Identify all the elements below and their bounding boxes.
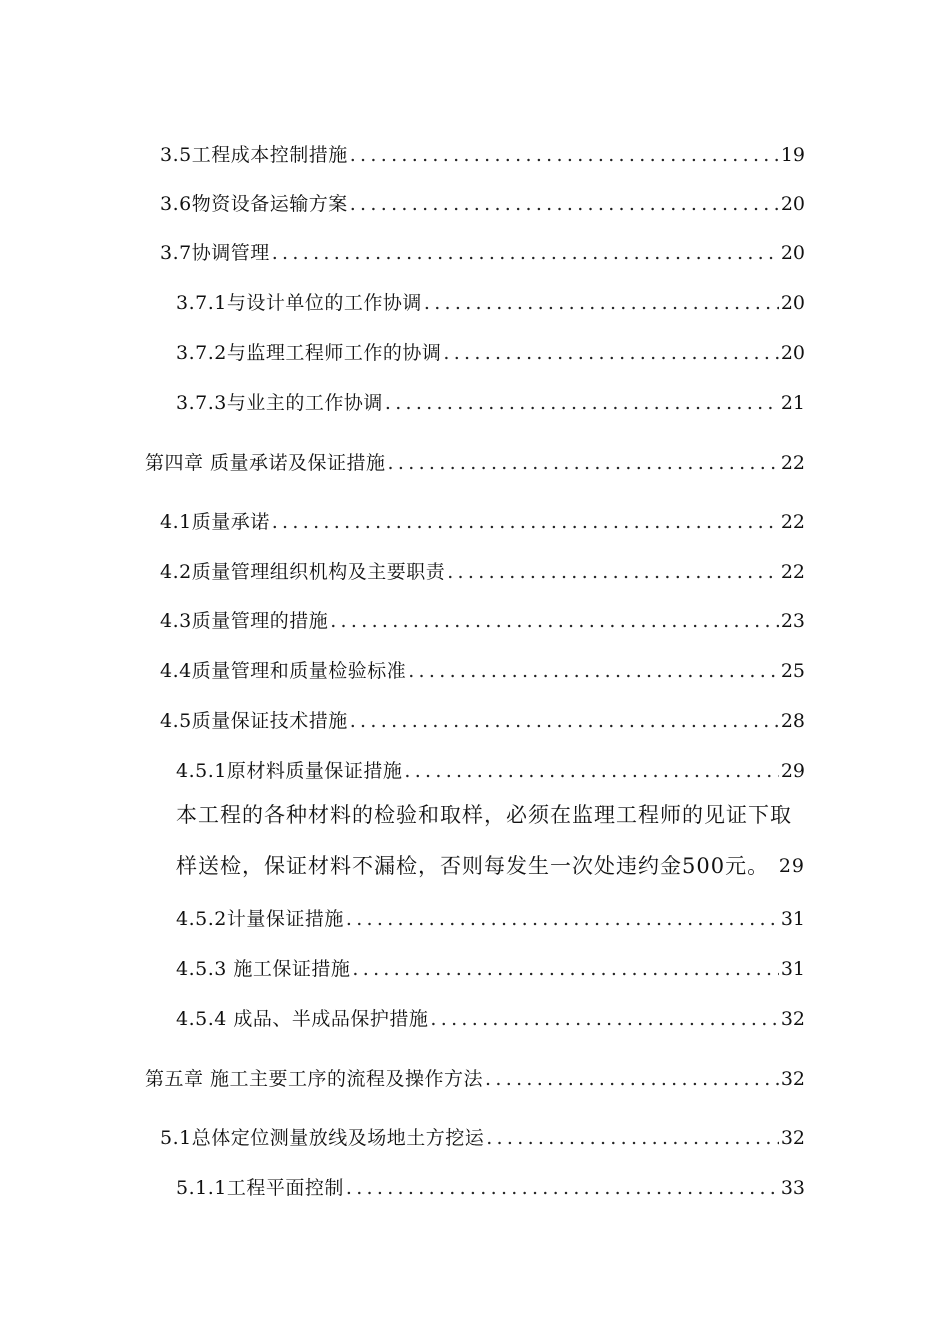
dot-leader	[346, 906, 779, 932]
toc-page-number: 20	[780, 342, 805, 364]
toc-label: 4.1质量承诺	[160, 511, 270, 533]
toc-entry-3-7-1[interactable]	[176, 286, 805, 316]
toc-page-number: 20	[780, 242, 805, 264]
dot-leader	[424, 290, 779, 316]
dot-leader	[346, 1175, 779, 1201]
dot-leader	[408, 658, 779, 684]
toc-entry-3-7-3[interactable]	[176, 386, 805, 416]
toc-page-number: 22	[780, 511, 805, 533]
toc-label: 3.7.1与设计单位的工作协调	[176, 292, 422, 314]
toc-label: 4.4质量管理和质量检验标准	[160, 660, 407, 682]
toc-page-number: 28	[780, 710, 805, 732]
toc-paragraph-line-1: 本工程的各种材料的检验和取样，必须在监理工程师的见证下取	[176, 803, 792, 827]
toc-label: 4.5.2计量保证措施	[176, 908, 344, 930]
toc-page-number: 31	[780, 958, 805, 980]
toc-label: 5.1.1工程平面控制	[176, 1177, 344, 1199]
toc-paragraph-text: 样送检，保证材料不漏检，否则每发生一次处违约金500元。	[176, 854, 770, 878]
dot-leader	[485, 1066, 779, 1092]
toc-label: 3.5工程成本控制措施	[160, 144, 348, 166]
toc-page-number: 20	[780, 292, 805, 314]
toc-entry-4-1[interactable]	[160, 505, 805, 535]
dot-leader	[350, 191, 779, 217]
dot-leader	[447, 559, 779, 585]
dot-leader	[330, 608, 779, 634]
toc-entry-3-7-2[interactable]	[176, 336, 805, 366]
toc-entry-4-3[interactable]	[160, 604, 805, 634]
dot-leader	[388, 450, 779, 476]
dot-leader	[430, 1006, 778, 1032]
toc-page-number: 19	[780, 144, 805, 166]
toc-label: 3.7协调管理	[160, 242, 270, 264]
dot-leader	[404, 758, 778, 784]
toc-page-number: 33	[780, 1177, 805, 1199]
toc-entry-chapter-5[interactable]	[145, 1062, 805, 1092]
toc-entry-3-7[interactable]	[160, 236, 805, 266]
dot-leader	[272, 509, 779, 535]
dot-leader	[350, 142, 779, 168]
toc-label: 第四章 质量承诺及保证措施	[145, 452, 386, 474]
toc-entry-4-5-4[interactable]	[176, 1002, 805, 1032]
toc-label: 5.1总体定位测量放线及场地土方挖运	[160, 1127, 485, 1149]
toc-entry-5-1[interactable]	[160, 1121, 805, 1151]
toc-page-number: 32	[780, 1068, 805, 1090]
toc-entry-4-4[interactable]	[160, 654, 805, 684]
dot-leader	[443, 340, 778, 366]
toc-label: 4.5.4 成品、半成品保护措施	[176, 1008, 429, 1030]
toc-label: 4.5.1原材料质量保证措施	[176, 760, 403, 782]
toc-page-number: 20	[780, 193, 805, 215]
toc-entry-3-5[interactable]	[160, 138, 805, 168]
toc-page-number: 22	[780, 452, 805, 474]
dot-leader	[385, 390, 779, 416]
toc-page-number: 21	[780, 392, 805, 414]
dot-leader	[272, 240, 779, 266]
toc-page-number: 22	[780, 561, 805, 583]
toc-page-number: 32	[780, 1127, 805, 1149]
toc-page-number: 29	[778, 855, 805, 877]
toc-label: 第五章 施工主要工序的流程及操作方法	[145, 1068, 484, 1090]
dot-leader	[352, 956, 778, 982]
toc-label: 3.6物资设备运输方案	[160, 193, 348, 215]
toc-page-number: 23	[780, 610, 805, 632]
dot-leader	[350, 708, 779, 734]
toc-label: 4.3质量管理的措施	[160, 610, 329, 632]
toc-entry-3-6[interactable]	[160, 187, 805, 217]
toc-label: 4.5.3 施工保证措施	[176, 958, 351, 980]
toc-entry-4-2[interactable]	[160, 555, 805, 585]
toc-entry-4-5-3[interactable]	[176, 952, 805, 982]
dot-leader	[486, 1125, 779, 1151]
toc-entry-chapter-4[interactable]	[145, 446, 805, 476]
toc-label: 4.5质量保证技术措施	[160, 710, 348, 732]
toc-page-number: 31	[780, 908, 805, 930]
toc-page-number: 29	[780, 760, 805, 782]
toc-label: 3.7.3与业主的工作协调	[176, 392, 383, 414]
toc-entry-4-5-2[interactable]	[176, 902, 805, 932]
toc-label: 3.7.2与监理工程师工作的协调	[176, 342, 442, 364]
toc-label: 4.2质量管理组织机构及主要职责	[160, 561, 446, 583]
toc-entry-5-1-1[interactable]	[176, 1171, 805, 1201]
toc-paragraph-line-2[interactable]	[176, 851, 805, 881]
toc-entry-4-5[interactable]	[160, 704, 805, 734]
toc-entry-4-5-1[interactable]	[176, 754, 805, 784]
toc-page-number: 25	[780, 660, 805, 682]
toc-page-number: 32	[780, 1008, 805, 1030]
